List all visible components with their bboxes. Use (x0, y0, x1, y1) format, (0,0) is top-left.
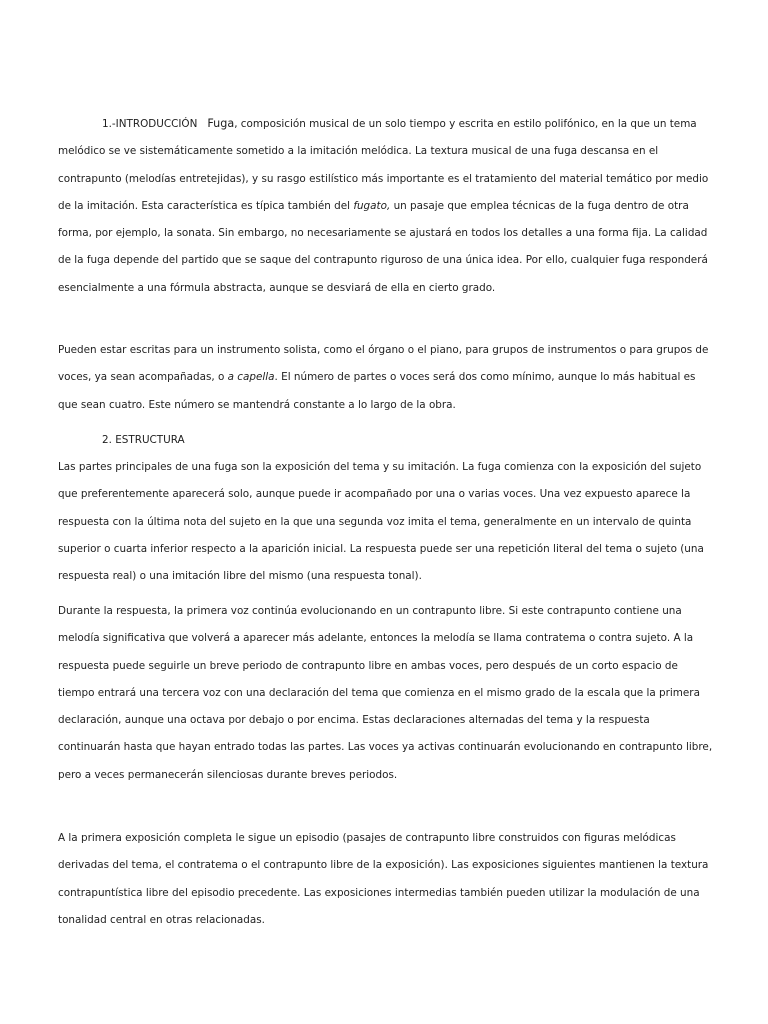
instruments-text-a: Pueden estar escritas para un instrumento solista, como el órgano o el piano, para grupos de instrumentos o para grupos de voces, ya sean acompañadas, o (58, 344, 709, 384)
intro-paragraph (58, 110, 714, 302)
intro-heading: 1.-INTRODUCCIÓN (102, 118, 198, 130)
instruments-text-b: . El número de partes o voces será dos como mínimo, aunque lo más habitual es que sean cuatro. Este número se mantendrá constante a lo largo de la obra. (58, 371, 696, 411)
structure-heading-line (58, 427, 714, 454)
structure-paragraph-3: A la primera exposición completa le sigue un episodio (pasajes de contrapunto libre construidos con figuras melódicas derivadas del tema, el contratema o el contrapunto libre de la exposición). Las exposiciones siguientes mantienen la textura contrapuntística libre del episodio precedente. Las exposiciones intermedias también pueden utilizar la modulación de una tonalidad central en otras relacionadas. (58, 832, 709, 926)
instruments-italic-term: a capella (227, 371, 275, 384)
intro-italic-term: fugato, (353, 199, 391, 212)
intro-text-a: , composición musical de un solo tiempo y escrita en estilo polifónico, en la que un tema melódico se ve sistemáticamente sometido a la imitación melódica. La textura musical de una fuga descansa en el contrapunto (melodías entretejidas), y su rasgo estilístico más importante es el tratamiento del material temático por medio de la imitación. Esta característica es típica también del (58, 118, 709, 212)
intro-term: Fuga (207, 117, 235, 130)
structure-paragraph-1: Las partes principales de una fuga son la exposición del tema y su imitación. La fuga comienza con la exposición del sujeto que preferentemente aparecerá solo, aunque puede ir acompañado por una o varias voces. Una vez expuesto aparece la respuesta con la última nota del sujeto en la que una segunda voz imita el tema, generalmente en un intervalo de quinta superior o cuarta inferior respecto a la aparición inicial. La respuesta puede ser una repetición literal del tema o sujeto (una respuesta real) o una imitación libre del mismo (una respuesta tonal). (58, 461, 704, 583)
structure-paragraph-2: Durante la respuesta, la primera voz continúa evolucionando en un contrapunto libre. Si este contrapunto contiene una melodía significativa que volverá a aparecer más adelante, entonces la melodía se llama contratema o contra sujeto. A la respuesta puede seguirle un breve periodo de contrapunto libre en ambas voces, pero después de un corto espacio de tiempo entrará una tercera voz con una declaración del tema que comienza en el mismo grado de la escala que la primera declaración, aunque una octava por debajo o por encima. Estas declaraciones alternadas del tema y la respuesta continuarán hasta que hayan entrado todas las partes. Las voces ya activas continuarán evolucionando en contrapunto libre, pero a veces permanecerán silenciosas durante breves periodos. (58, 605, 713, 781)
intro-text-b: un pasaje que emplea técnicas de la fuga dentro de otra forma, por ejemplo, la sonata. Sin embargo, no necesariamente se ajustará en todos los detalles a una forma fija. La calidad de la fuga depende del partido que se saque del contrapunto riguroso de una única idea. Por ello, cualquier fuga responderá esencialmente a una fórmula abstracta, aunque se desviará de ella en cierto grado. (58, 199, 708, 294)
instruments-paragraph (58, 337, 714, 419)
structure-heading: 2. ESTRUCTURA (102, 434, 185, 446)
